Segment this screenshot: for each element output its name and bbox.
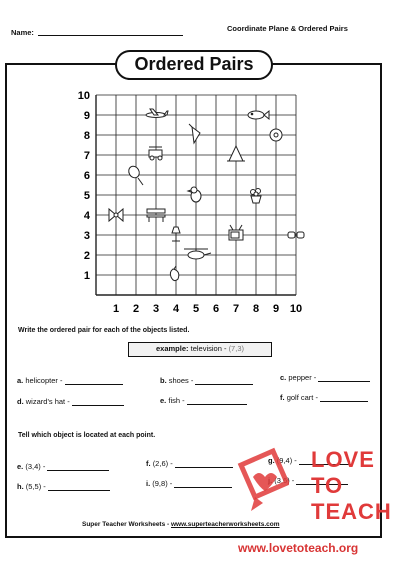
question-text: helicopter - [25,376,63,385]
section1-instruction: Write the ordered pair for each of the objects listed. [18,327,190,334]
y-tick-label: 1 [83,270,90,282]
question-letter: h. [17,482,24,491]
answer-line[interactable] [174,479,232,488]
answer-line[interactable] [72,397,124,406]
x-tick-label: 1 [112,303,120,315]
lamp-icon [172,227,180,241]
answer-line[interactable] [187,396,247,405]
question-text: pepper - [288,373,317,382]
y-tick-label: 8 [83,130,90,142]
question-letter: g. [268,456,275,465]
watermark-url[interactable]: www.lovetoteach.org [238,541,359,555]
question-letter: f. [280,393,285,402]
question-letter: a. [17,376,24,385]
love-to-teach-logo [233,447,396,537]
section2-instruction: Tell which object is located at each point. [18,432,156,439]
question-f [280,393,368,402]
footer-brand: Super Teacher Worksheets - [82,521,170,528]
x-tick-label: 5 [192,303,200,315]
question-text: (3,4) - [25,462,46,471]
x-tick-label: 3 [152,303,160,315]
y-tick-label: 3 [83,230,90,242]
question-d [17,397,124,406]
question-text: golf cart - [286,393,318,402]
question-e [160,396,247,405]
trowel-icon [189,124,200,143]
answer-line[interactable] [48,482,110,491]
answer-line[interactable] [47,462,109,471]
y-tick-label: 10 [77,90,90,102]
pencil-heart-icon [233,447,289,517]
question-text: fish - [168,396,185,405]
x-tick-label: 8 [252,303,260,315]
name-line[interactable] [38,35,183,36]
fish-icon [248,111,269,119]
question-i2 [146,479,232,488]
x-tick-label: 7 [232,303,240,315]
question-f2 [146,459,233,468]
page-title: Ordered Pairs [115,50,273,80]
flower-pot-icon [251,189,262,204]
answer-line[interactable] [195,376,253,385]
logo-text-to: TO [311,473,344,498]
question-text: wizard's hat - [25,397,70,406]
question-text: shoes - [168,376,194,385]
answer-line[interactable] [320,393,368,402]
question-letter: c. [280,373,287,382]
question-letter: e. [160,396,167,405]
wizard-hat-icon [227,146,245,161]
example-answer: (7,3) [228,344,244,353]
y-tick-label: 2 [83,250,90,262]
y-tick-label: 7 [83,150,90,162]
question-c [280,373,370,382]
answer-line[interactable] [65,376,123,385]
question-letter: d. [17,397,24,406]
worksheet-subject: Coordinate Plane & Ordered Pairs [227,24,348,33]
x-tick-label: 10 [289,303,303,315]
airplane-icon [146,109,168,118]
coordinate-grid [70,85,320,315]
helicopter-icon [184,249,211,259]
question-h2 [17,482,110,491]
logo-text-teach: TEACH [311,499,392,524]
question-text: (9,4) - [276,456,297,465]
name-label: Name: [11,28,34,37]
y-tick-label: 4 [83,210,90,222]
question-letter: f. [146,459,151,468]
answer-line[interactable] [175,459,233,468]
golf-cart-icon [149,147,162,160]
pepper-icon [170,266,178,281]
logo-text-love: LOVE [311,447,375,472]
footer-link[interactable]: www.superteacherworksheets.com [171,521,280,528]
x-tick-label: 6 [212,303,220,315]
question-letter: i. [146,479,151,488]
question-text: (5,5) - [25,482,46,491]
bird-icon [188,187,201,202]
question-a [17,376,123,385]
question-text: (9,8) - [152,479,173,488]
x-tick-label: 4 [172,303,180,315]
question-text: (3,6) - [274,476,295,485]
question-letter: e. [17,462,24,471]
example-label: example: [156,344,189,353]
question-e2 [17,462,109,471]
example-text: television - [190,344,229,353]
question-text: (2,6) - [152,459,173,468]
x-tick-label: 2 [132,303,140,315]
question-b [160,376,253,385]
answer-line[interactable] [318,373,370,382]
y-tick-label: 9 [83,110,90,122]
y-tick-label: 6 [83,170,90,182]
y-tick-label: 5 [83,190,90,202]
question-letter: b. [160,376,167,385]
donut-icon [270,129,282,141]
example-box [128,342,272,357]
x-tick-label: 9 [272,303,280,315]
